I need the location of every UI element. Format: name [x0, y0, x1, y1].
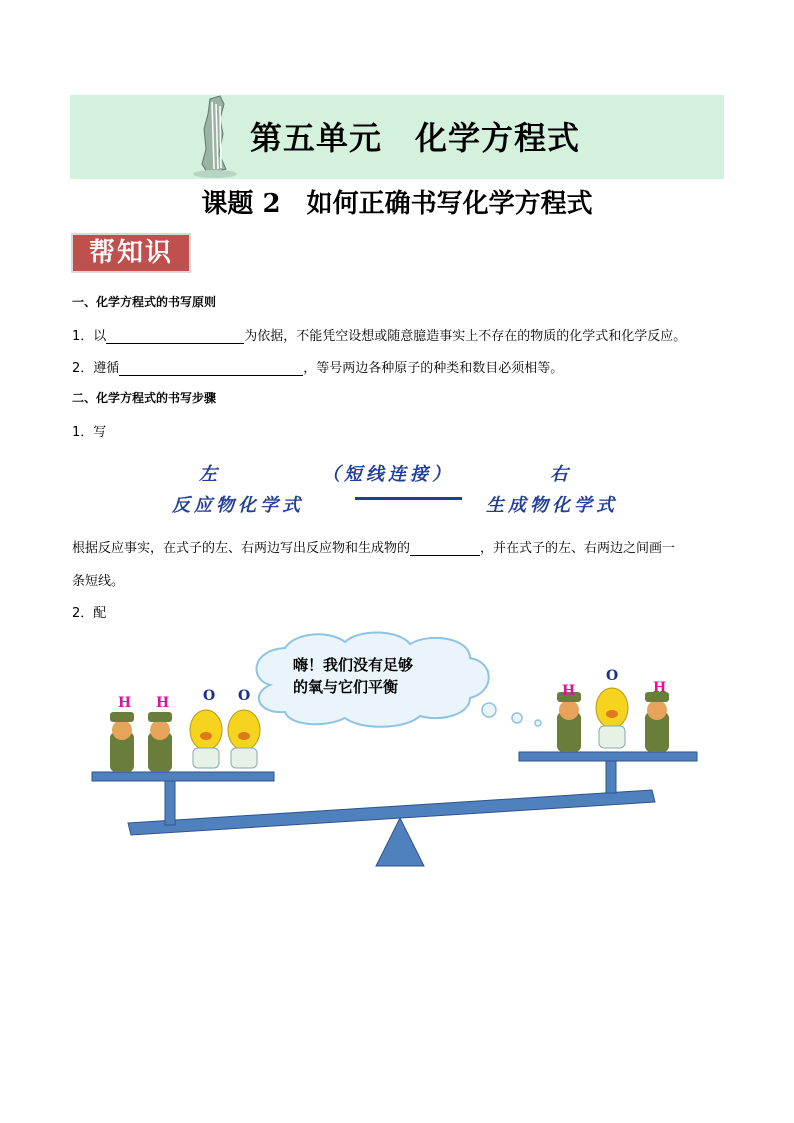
diagram-left: 左 [199, 464, 221, 485]
hydrogen-character [148, 712, 172, 772]
section2-heading: 二、化学方程式的书写步骤 [72, 391, 217, 405]
oxygen-character [190, 710, 222, 768]
item2-text: ，等号两边各种原子的种类和数目必须相等。 [303, 361, 564, 376]
unit-title: 第五单元 化学方程式 [250, 119, 581, 157]
label-h: H [562, 683, 576, 699]
desc-part-a: 根据反应事实，在式子的左、右两边写出反应物和生成物的 [72, 541, 411, 556]
label-h: H [156, 695, 170, 711]
label-o: O [606, 668, 619, 684]
blank-3[interactable] [410, 541, 480, 556]
section1-heading: 一、化学方程式的书写原则 [72, 295, 217, 309]
oxygen-character [228, 710, 260, 768]
hydrogen-character [557, 692, 581, 752]
diagram-middle: （短线连接） [322, 464, 454, 485]
label-o: O [203, 688, 216, 704]
label-o: O [238, 688, 251, 704]
lesson-title: 课题 2 如何正确书写化学方程式 [201, 189, 593, 219]
cloud-line-1: 嗨！我们没有足够 [293, 656, 414, 674]
label-h: H [653, 680, 667, 696]
desc-part-b: ，并在式子的左、右两边之间画一 [480, 541, 676, 556]
principle-item-1 [72, 325, 686, 344]
step-write-desc-2: 条短线。 [72, 574, 125, 589]
step-balance: 2．配 [72, 606, 107, 621]
oxygen-character [596, 688, 628, 748]
cloud-text [293, 654, 413, 698]
principle-item-2 [72, 357, 563, 376]
step-write-desc-1 [72, 537, 675, 556]
cloud-line-2: 的氧与它们平衡 [293, 678, 399, 696]
waterfall-icon [190, 94, 250, 179]
hydrogen-character [110, 712, 134, 772]
knowledge-badge: 帮知识 [71, 233, 191, 273]
diagram-products: 生成物化学式 [486, 495, 618, 516]
hydrogen-character [645, 692, 669, 752]
label-h: H [118, 695, 132, 711]
short-connecting-line [355, 497, 462, 500]
step-write: 1．写 [72, 425, 107, 440]
blank-1[interactable] [106, 329, 244, 344]
item2-number: 2．遵循 [72, 361, 120, 376]
diagram-right: 右 [550, 464, 572, 485]
item1-number: 1．以 [72, 329, 107, 344]
item1-text: 为依据，不能凭空设想或随意臆造事实上不存在的物质的化学式和化学反应。 [244, 329, 687, 344]
blank-2[interactable] [119, 361, 303, 376]
diagram-reactants: 反应物化学式 [172, 495, 304, 516]
